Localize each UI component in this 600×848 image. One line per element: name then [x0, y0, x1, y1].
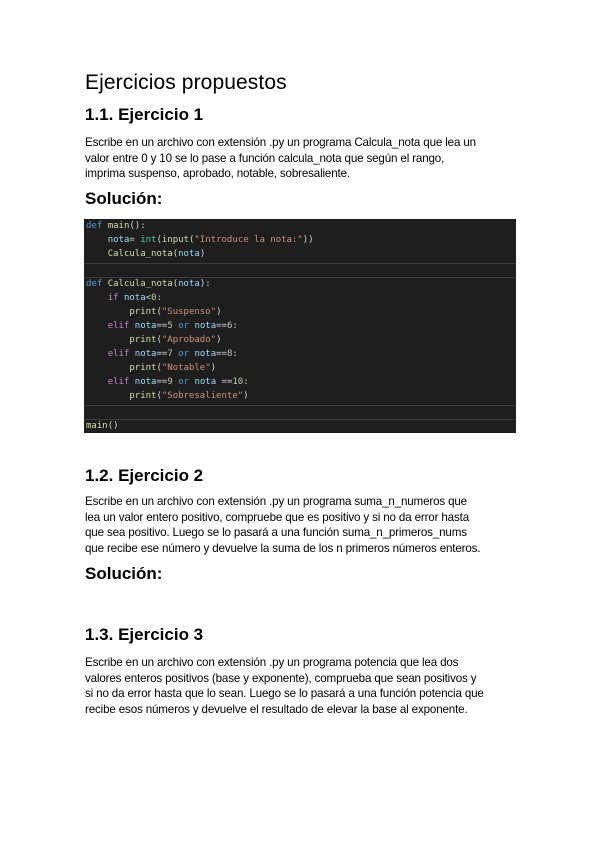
code-line-9: print("Aprobado") [129, 335, 222, 345]
code-line-5: def Calcula_nota(nota): [86, 279, 211, 289]
paragraph-line: que recibe ese número y devuelve la suma de los n primeros números enteros. [85, 541, 481, 555]
code-token: main [86, 421, 108, 431]
code-token: nota [178, 249, 200, 259]
code-token: nota [123, 293, 146, 303]
code-token: 0 [151, 293, 157, 303]
code-line-10: elif nota==7 or nota==8: [107, 349, 238, 359]
code-line-13: print("Sobresaliente") [129, 391, 249, 401]
code-token: print [129, 363, 157, 373]
exercise-1-solution-label: Solución: [85, 189, 163, 208]
code-token: elif [107, 377, 130, 387]
paragraph-line: Escribe en un archivo con extensión .py un programa Calcula_nota que lea un [85, 136, 476, 149]
code-token: 9 [167, 377, 173, 387]
code-token: nota [134, 321, 157, 331]
code-token: 10 [232, 377, 244, 387]
code-token: "Suspenso" [161, 307, 217, 317]
code-token: "Notable" [161, 363, 211, 373]
code-token: print [129, 335, 157, 345]
code-token: 5 [167, 321, 173, 331]
paragraph-line: valor entre 0 y 10 se lo pase a función calcula_nota que según el rango, [85, 151, 445, 165]
paragraph-line: Escribe en un archivo con extensión .py un programa potencia que lea dos [85, 656, 459, 669]
code-token: def [86, 221, 103, 231]
code-token: nota [178, 279, 200, 289]
code-token: input [161, 235, 189, 245]
code-token: nota [194, 321, 217, 331]
code-token: print [129, 391, 157, 401]
code-divider [84, 419, 516, 420]
code-line-6: if nota<0: [107, 293, 162, 303]
code-token: "Introduce la nota:" [194, 235, 303, 245]
code-token: "Aprobado" [161, 335, 217, 345]
paragraph-line: valores enteros positivos (base y exponente), comprueba que sean positivos y [85, 671, 477, 685]
code-token: or [178, 349, 190, 359]
exercise-3-heading: 1.3. Ejercicio 3 [85, 625, 204, 644]
paragraph-line: Escribe en un archivo con extensión .py un programa suma_n_numeros que [85, 495, 467, 508]
code-token: def [86, 279, 103, 289]
code-token: nota [107, 235, 130, 245]
code-token: nota [134, 349, 157, 359]
code-token: main [107, 221, 130, 231]
code-token: int [140, 235, 157, 245]
code-token: if [107, 293, 119, 303]
code-token: 8 [226, 349, 233, 359]
exercise-1-paragraph [85, 135, 515, 182]
code-token: 6 [226, 321, 233, 331]
code-token: or [178, 321, 190, 331]
exercise-2-solution-label: Solución: [85, 564, 163, 583]
paragraph-line: lea un valor entero positivo, compruebe que es positivo y si no da error hasta [85, 510, 469, 524]
paragraph-line: recibe esos números y devuelve el resultado de elevar la base al exponente. [85, 702, 468, 716]
code-line-2: nota= int(input("Introduce la nota:")) [107, 235, 314, 245]
code-line-15: main() [86, 421, 119, 431]
code-line-7: print("Suspenso") [129, 307, 222, 317]
exercise-3-paragraph [85, 655, 515, 717]
code-line-8: elif nota==5 or nota==6: [107, 321, 238, 331]
code-token: 7 [167, 349, 173, 359]
code-line-3: Calcula_nota(nota) [107, 249, 206, 259]
code-line-1: def main(): [86, 221, 146, 231]
paragraph-line: que sea positivo. Luego se lo pasará a una función suma_n_primeros_nums [85, 526, 467, 540]
code-block [84, 219, 516, 433]
code-divider [84, 263, 516, 264]
code-line-12: elif nota==9 or nota ==10: [107, 377, 249, 387]
code-token: Calcula_nota [107, 249, 173, 259]
code-token: or [178, 377, 190, 387]
exercise-2-heading: 1.2. Ejercicio 2 [85, 466, 204, 485]
code-token: nota [194, 349, 217, 359]
exercise-1-heading: 1.1. Ejercicio 1 [85, 105, 204, 124]
paragraph-line: si no da error hasta que lo sean. Luego se lo pasará a una función potencia que [85, 687, 484, 701]
code-token: elif [107, 321, 130, 331]
code-line-11: print("Notable") [129, 363, 217, 373]
code-token: print [129, 307, 157, 317]
code-token: nota [194, 377, 217, 387]
code-token: elif [107, 349, 130, 359]
paragraph-line: imprima suspenso, aprobado, notable, sobresaliente. [85, 167, 350, 181]
page-title: Ejercicios propuestos [85, 71, 287, 94]
code-token: Calcula_nota [107, 279, 173, 289]
code-token: nota [134, 377, 157, 387]
code-divider [84, 405, 516, 406]
code-token: "Sobresaliente" [161, 391, 244, 401]
exercise-2-paragraph [85, 494, 515, 556]
